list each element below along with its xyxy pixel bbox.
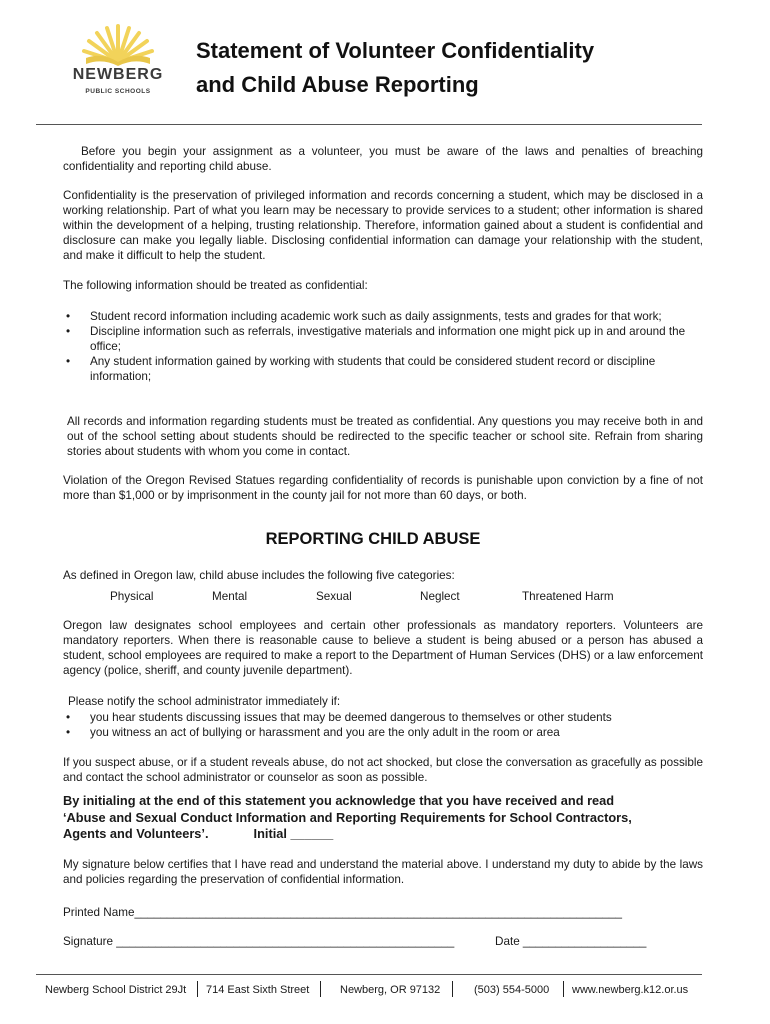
violation-paragraph: Violation of the Oregon Revised Statues regarding confidentiality of records is punishable upon conviction by a fine of not more than $1,000 or by imprisonment in the county jail for not more than 60 days, or both. <box>63 474 703 502</box>
signature-certification: My signature below certifies that I have read and understand the material above. I understand my duty to abide by the laws and policies regarding the preservation of confidential information. <box>63 858 703 886</box>
category-mental: Mental <box>212 590 248 603</box>
page-title <box>196 34 736 102</box>
footer-separator <box>197 981 198 997</box>
intro-paragraph: Before you begin your assignment as a volunteer, you must be aware of the laws and penalties of breaching confidentiality and reporting child abuse. <box>63 145 703 173</box>
ack-line-2: ‘Abuse and Sexual Conduct Information and Reporting Requirements for School Contractors, <box>63 809 632 825</box>
list-item: • you hear students discussing issues that may be deemed dangerous to themselves or other students <box>63 710 703 725</box>
ack-line-3-text: Agents and Volunteers’. <box>63 826 209 841</box>
footer-phone: (503) 554-5000 <box>474 984 550 996</box>
list-item: • Student record information including academic work such as daily assignments, tests and grades for that work; <box>63 309 703 324</box>
category-threatened-harm: Threatened Harm <box>522 590 614 603</box>
records-paragraph: All records and information regarding students must be treated as confidential. Any questions you may receive both in and out of the school setting about students should be redirected to the specific teacher or school site. Refrain from sharing stories about students with whom you come in contact. <box>67 415 703 458</box>
list-item: • Any student information gained by working with students that could be considered student record or discipline information; <box>63 354 703 384</box>
title-line-2: and Child Abuse Reporting <box>196 72 479 97</box>
sunburst-book-icon <box>80 22 156 66</box>
footer-district: Newberg School District 29Jt <box>45 984 187 996</box>
footer-website[interactable]: www.newberg.k12.or.us <box>572 984 689 996</box>
footer-city: Newberg, OR 97132 <box>340 984 441 996</box>
printed-name-field[interactable]: Printed Name___________________________________________________________________________ <box>63 906 622 919</box>
list-item: • you witness an act of bullying or harassment and you are the only adult in the room or area <box>63 725 703 740</box>
date-field[interactable]: Date ___________________ <box>495 935 647 948</box>
footer-separator <box>563 981 564 997</box>
list-item: • Discipline information such as referrals, investigative materials and information one might pick up in and around the office; <box>63 324 703 354</box>
mandatory-reporters-paragraph: Oregon law designates school employees and certain other professionals as mandatory reporters. Volunteers are mandatory reporters. When there is reasonable cause to believe a student is being abused or a person has abused a student, school employees are required to make a report to the Department of Human Services (DHS) or a law enforcement agency (police, sheriff, and county juvenile department). <box>63 619 703 677</box>
signature-field[interactable]: Signature ____________________________________________________ <box>63 935 455 948</box>
category-physical: Physical <box>110 590 154 603</box>
district-logo <box>58 22 178 100</box>
abuse-definition: As defined in Oregon law, child abuse includes the following five categories: <box>63 569 455 582</box>
title-line-1: Statement of Volunteer Confidentiality <box>196 38 595 63</box>
footer-separator <box>452 981 453 997</box>
footer-separator <box>320 981 321 997</box>
acknowledgement-statement <box>63 793 703 843</box>
category-neglect: Neglect <box>420 590 460 603</box>
initial-field[interactable]: Initial ______ <box>253 826 334 841</box>
confidential-list <box>63 309 703 384</box>
logo-name: NEWBERG <box>72 66 164 83</box>
suspect-abuse-paragraph: If you suspect abuse, or if a student reveals abuse, do not act shocked, but close the conversation as gracefully as possible and contact the school administrator or counselor as soon as possible. <box>63 756 703 784</box>
header-divider <box>36 124 702 125</box>
ack-line-1: By initialing at the end of this statement you acknowledge that you have received and read <box>63 793 615 808</box>
notify-list <box>63 710 703 740</box>
confidentiality-definition: Confidentiality is the preservation of privileged information and records concerning a student, which may be disclosed in a working relationship. Part of what you learn may be necessary to provide services to a student; other information is shared within the development of a helping, trusting relationship. Therefore, information gained about a student is confidential and disclosure can make you legally liable. Disclosing confidential information can damage your relationship with the student, and make it difficult to help the student. <box>63 189 703 262</box>
ack-line-3 <box>63 826 703 843</box>
notify-intro: Please notify the school administrator immediately if: <box>68 695 341 708</box>
footer-street: 714 East Sixth Street <box>206 984 310 996</box>
logo-subtitle: PUBLIC SCHOOLS <box>85 88 151 95</box>
abuse-heading: REPORTING CHILD ABUSE <box>265 530 481 548</box>
footer-divider <box>36 974 702 975</box>
category-sexual: Sexual <box>316 590 352 603</box>
confidential-list-intro: The following information should be treated as confidential: <box>63 279 368 292</box>
